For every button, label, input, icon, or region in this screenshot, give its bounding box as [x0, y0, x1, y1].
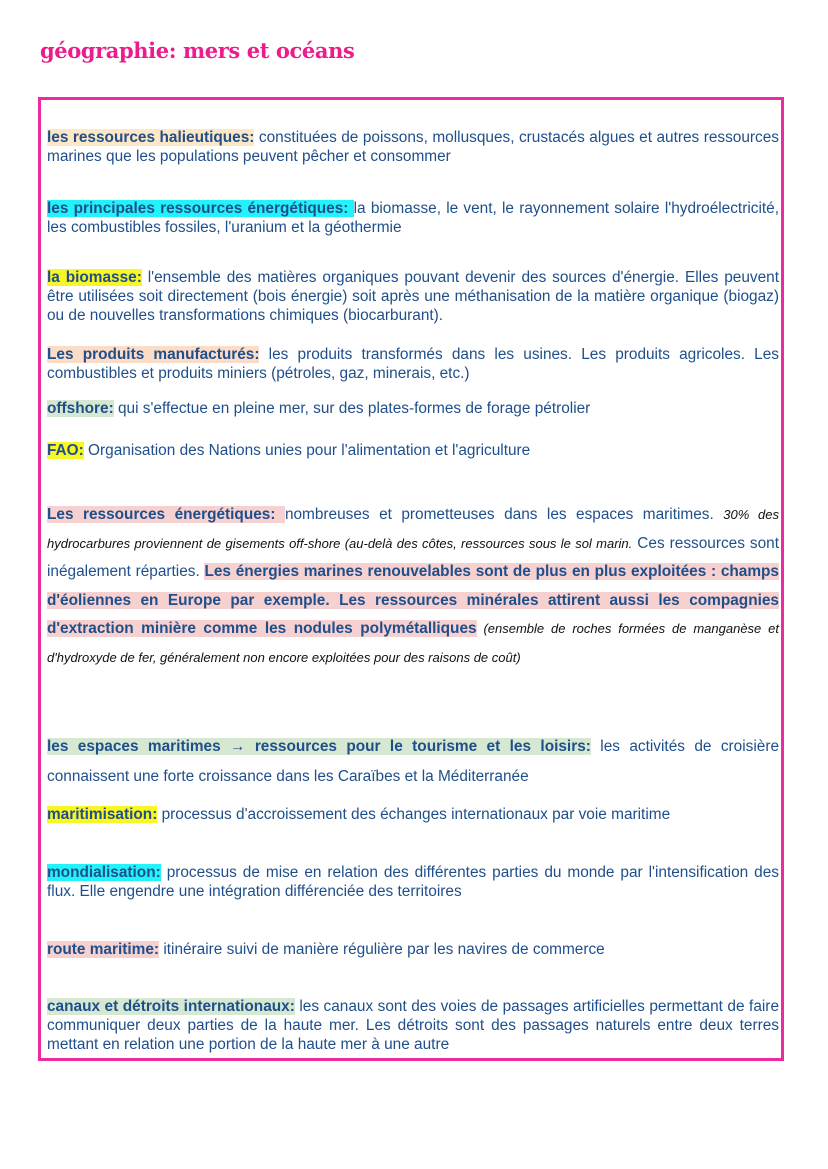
definition: Organisation des Nations unies pour l'alimentation et l'agriculture	[83, 442, 531, 459]
term: les ressources halieutiques:	[47, 129, 255, 146]
definition: qui s'effectue en pleine mer, sur des plates-formes de forage pétrolier	[113, 400, 591, 417]
italic-note: (ensemble de roches formées de manganèse et d'hydroxyde de fer, généralement non encore exploitées pour des raisons de coût)	[47, 621, 779, 665]
entry-principales-ressources-energetiques	[47, 199, 779, 237]
definition: constituées de poissons, mollusques, crustacés algues et autres ressources marines que les populations peuvent pêcher et consommer	[47, 129, 779, 165]
term: mondialisation:	[47, 864, 161, 881]
term: offshore:	[47, 400, 114, 417]
definition: l'ensemble des matières organiques pouvant devenir des sources d'énergie. Elles peuvent être utilisées soit directement (bois énergie) soit après une méthanisation de la matière organique (biogaz) ou de nouvelles transformations chimiques (biocarburant).	[47, 269, 779, 324]
term: Les ressources énergétiques:	[47, 506, 285, 523]
term: Les produits manufacturés:	[47, 346, 260, 363]
definition: processus de mise en relation des différentes parties du monde par l'intensification des flux. Elle engendre une intégration différenciée des territoires	[47, 864, 779, 900]
entry-ressources-energetiques	[47, 501, 779, 672]
definition: itinéraire suivi de manière régulière par les navires de commerce	[159, 941, 605, 958]
entry-maritimisation	[47, 805, 779, 824]
definition: la biomasse, le vent, le rayonnement solaire l'hydroélectricité, les combustibles fossiles, l'uranium et la géothermie	[47, 200, 779, 236]
entry-espaces-maritimes-tourisme	[47, 732, 779, 792]
definition: les activités de croisière connaissent une forte croissance dans les Caraïbes et la Méditerranée	[47, 738, 780, 785]
definition: Ces ressources sont inégalement réparties.	[47, 534, 780, 580]
definition: les produits transformés dans les usines. Les produits agricoles. Les combustibles et produits miniers (pétroles, gaz, minerais, etc.)	[47, 346, 779, 382]
term: route maritime:	[47, 941, 160, 958]
entry-canaux-detroits	[47, 997, 779, 1054]
entry-mondialisation	[47, 863, 779, 901]
entry-ressources-halieutiques	[47, 128, 779, 166]
definition: nombreuses et prometteuses dans les espaces maritimes.	[284, 506, 724, 523]
entry-produits-manufactures	[47, 345, 779, 383]
term: maritimisation:	[47, 806, 158, 823]
definition: les canaux sont des voies de passages artificielles permettant de faire communiquer deux parties de la haute mer. Les détroits sont des passages naturels entre deux terres mettant en relation une portion de la haute mer à une autre	[47, 998, 779, 1053]
term: les principales ressources énergétiques:	[47, 200, 354, 217]
term: les espaces maritimes → ressources pour le tourisme et les loisirs:	[47, 738, 591, 755]
italic-note: 30% des hydrocarbures proviennent de gisements off-shore (au-delà des côtes, ressources sous le sol marin.	[47, 507, 780, 551]
term: la biomasse:	[47, 269, 142, 286]
term: canaux et détroits internationaux:	[47, 998, 295, 1015]
definition: processus d'accroissement des échanges internationaux par voie maritime	[157, 806, 671, 823]
entry-route-maritime	[47, 940, 779, 959]
entry-offshore	[47, 399, 779, 418]
page-title: géographie: mers et océans	[40, 38, 355, 63]
entry-fao	[47, 441, 779, 460]
term: FAO:	[47, 442, 84, 459]
highlighted-statement: Les énergies marines renouvelables sont de plus en plus exploitées : champs d'éoliennes en Europe par exemple. Les ressources minérales attirent aussi les compagnies d'extraction minière comme les nodules polymétalliques	[47, 563, 779, 637]
entry-biomasse	[47, 268, 779, 325]
